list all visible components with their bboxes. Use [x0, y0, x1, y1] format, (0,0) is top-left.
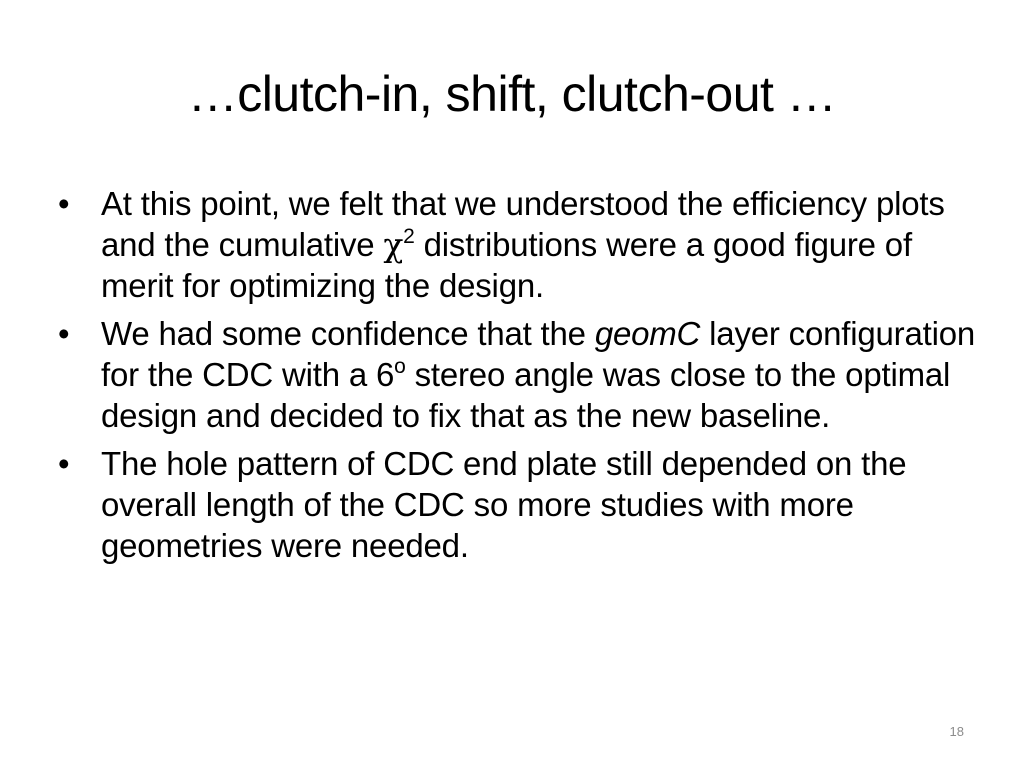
- bullet-item: [58, 183, 978, 306]
- geom-label: geomC: [594, 315, 701, 352]
- bullet-item: [58, 313, 978, 436]
- bullet-marker: •: [58, 315, 70, 352]
- bullet-list: [58, 183, 978, 573]
- bullet-text: At this point, we felt that we understood the efficiency plots and the cumulative: [101, 185, 945, 263]
- bullet-item: [58, 443, 978, 566]
- bullet-text: distributions were a good figure of merit for optimizing the design.: [101, 226, 912, 304]
- chi-symbol: χ: [383, 225, 404, 264]
- bullet-text: layer configuration for the CDC with a 6: [101, 315, 976, 393]
- superscript: 2: [403, 225, 415, 248]
- bullet-marker: •: [58, 185, 70, 222]
- bullet-text: stereo angle was close to the optimal design and decided to fix that as the new baseline.: [101, 356, 951, 434]
- bullet-text: The hole pattern of CDC end plate still depended on the overall length of the CDC so more studies with more geometries were needed.: [101, 445, 907, 564]
- slide-title: …clutch-in, shift, clutch-out …: [187, 66, 837, 122]
- page-number: 18: [949, 724, 964, 739]
- bullet-marker: •: [58, 445, 70, 482]
- bullet-text: We had some confidence that the: [101, 315, 595, 352]
- superscript: o: [394, 355, 406, 378]
